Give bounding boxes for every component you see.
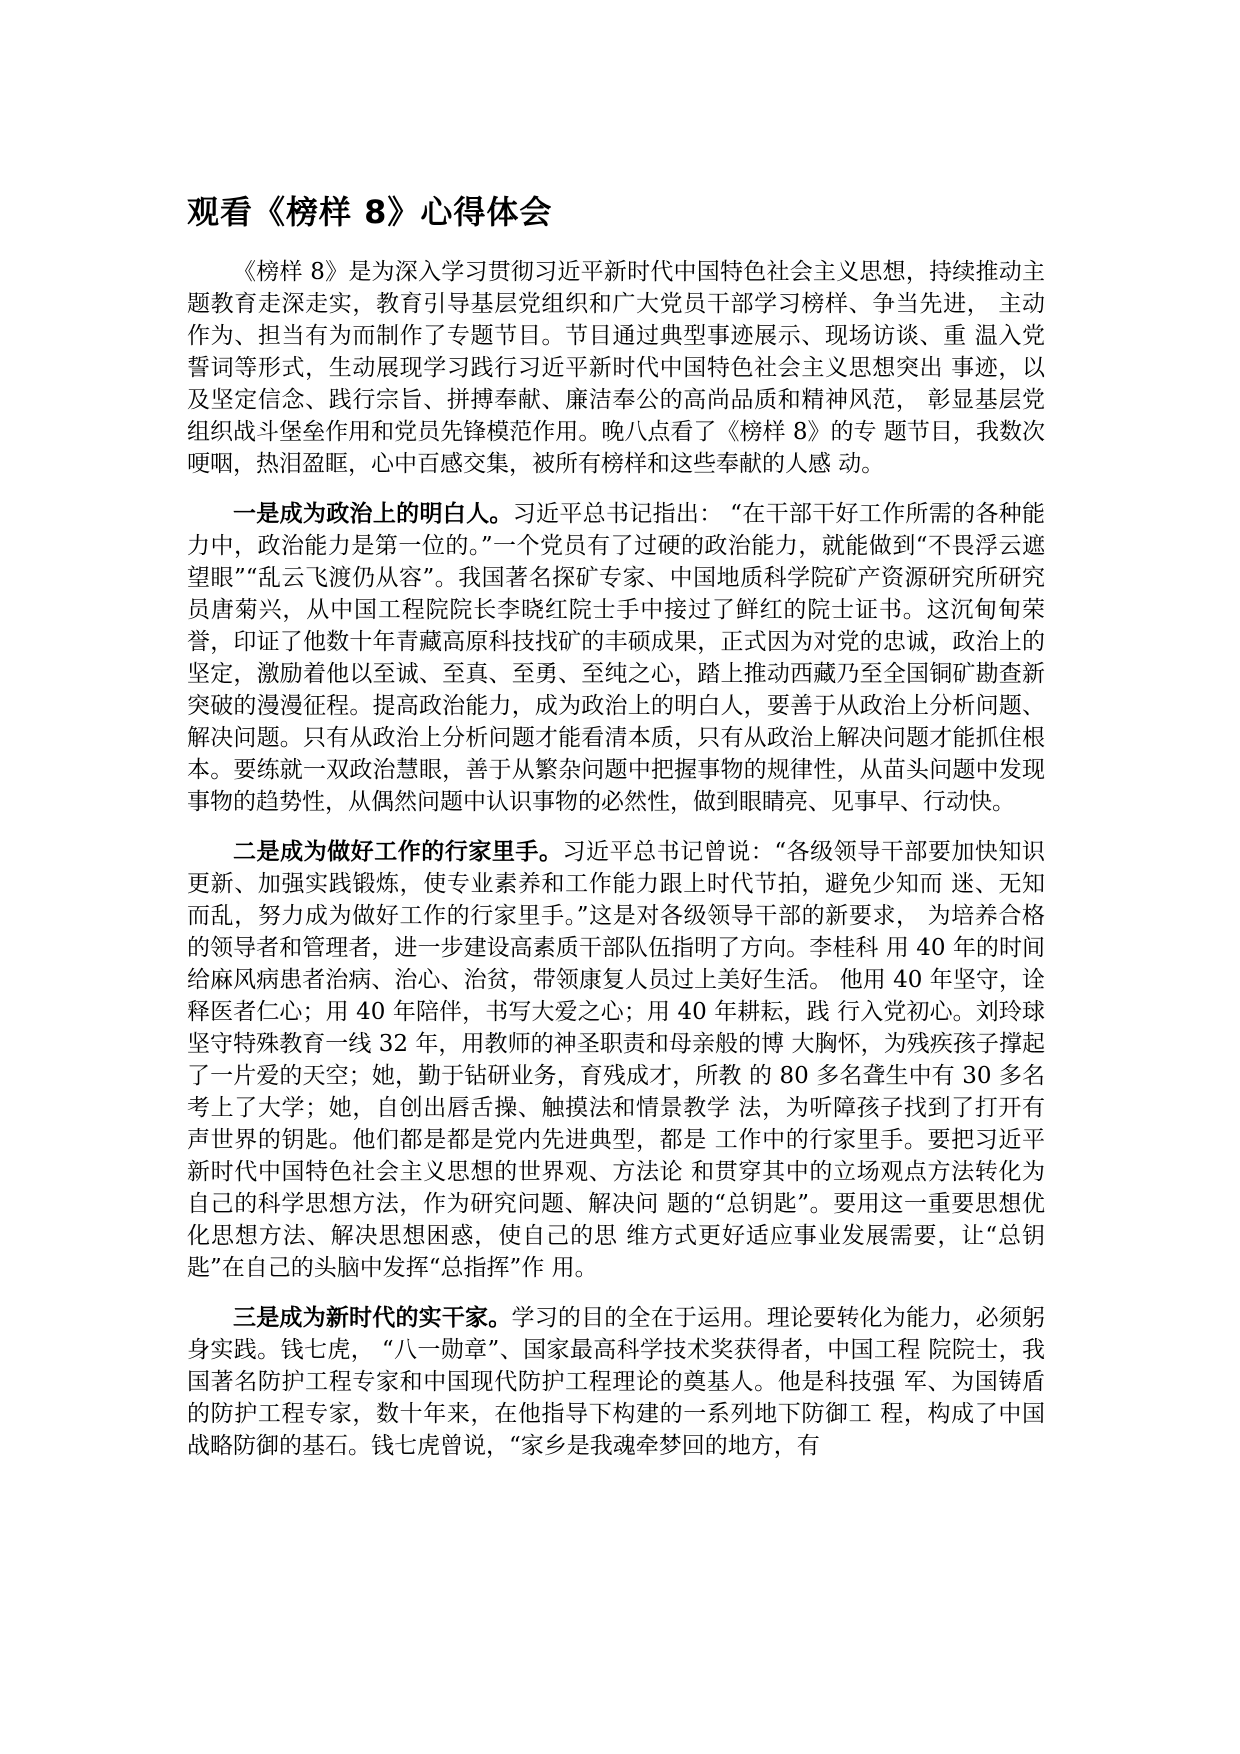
section-two-paragraph (187, 836, 1045, 1284)
section-two-heading: 二是成为做好工作的行家里手。 (233, 838, 563, 865)
section-three-heading: 三是成为新时代的实干家。 (233, 1304, 512, 1331)
paragraph-text: 习近平总书记指出： “在干部干好工作所需的各种能力中，政治能力是第一位的。”一个党员有了过硬的政治能力，就能做到“不畏浮云遮望眼”“乱云飞渡仍从容”。我国著名探矿专家、中国地质科学院矿产资源研究所研究员唐菊兴，从中国工程院院长李晓红院士手中接过了鲜红的院士证书。这沉甸甸荣誉，印证了他数十年青藏高原科技找矿的丰硕成果，正式因为对党的忠诚，政治上的坚定，激励着他以至诚、至真、至勇、至纯之心，踏上推动西藏乃至全国铜矿勘查新突破的漫漫征程。提高政治能力，成为政治上的明白人，要善于从政治上分析问题、解决问题。只有从政治上分析问题才能看清本质，只有从政治上解决问题才能抓住根本。要练就一双政治慧眼，善于从繁杂问题中把握事物的规律性，从苗头问题中发现事物的趋势性，从偶然问题中认识事物的必然性，做到眼睛亮、见事早、行动快。 (187, 501, 1045, 815)
paragraph-text: 学习的目的全在于运用。理论要转化为能力，必须躬身实践。钱七虎， “八一勋章”、国家最高科学技术奖获得者，中国工程 院院士，我国著名防护工程专家和中国现代防护工程理论的奠基人。他是科技强 军、为国铸盾的防护工程专家，数十年来，在他指导下构建的一系列地下防御工 程，构成了中国战略防御的基石。钱七虎曾说，“家乡是我魂牵梦回的地方，有 (187, 1305, 1046, 1459)
intro-paragraph (187, 256, 1045, 480)
section-three-paragraph (187, 1302, 1045, 1462)
document-title: 观看《榜样 8》心得体会 (187, 193, 553, 231)
paragraph-text: 习近平总书记曾说：“各级领导干部要加快知识更新、加强实践锻炼，使专业素养和工作能力跟上时代节拍，避免少知而 迷、无知而乱，努力成为做好工作的行家里手。”这是对各级领导干部的新要求， 为培养合格的领导者和管理者，进一步建设高素质干部队伍指明了方向。李桂科 用 40 年的时间给麻风病患者治病、治心、治贫，带领康复人员过上美好生活。 他用 40 年坚守，诠释医者仁心；用 40 年陪伴，书写大爱之心；用 40 年耕耘，践 行入党初心。刘玲球坚守特殊教育一线 32 年，用教师的神圣职责和母亲般的博 大胸怀，为残疾孩子撑起了一片爱的天空；她，勤于钻研业务，育残成才，所教 的 80 多名聋生中有 30 多名考上了大学；她，自创出唇舌操、触摸法和情景教学 法，为听障孩子找到了打开有声世界的钥匙。他们都是都是党内先进典型，都是 工作中的行家里手。要把习近平新时代中国特色社会主义思想的世界观、方法论 和贯穿其中的立场观点方法转化为自己的科学思想方法，作为研究问题、解决问 题的“总钥匙”。要用这一重要思想优化思想方法、解决思想困惑，使自己的思 维方式更好适应事业发展需要，让“总钥匙”在自己的头脑中发挥“总指挥”作 用。 (187, 839, 1046, 1281)
section-one-heading: 一是成为政治上的明白人。 (233, 500, 513, 527)
document-page (187, 188, 1045, 1480)
paragraph-text: 《榜样 8》是为深入学习贯彻习近平新时代中国特色社会主义思想，持续推动主题教育走深走实，教育引导基层党组织和广大党员干部学习榜样、争当先进， 主动作为、担当有为而制作了专题节目。节目通过典型事迹展示、现场访谈、重 温入党誓词等形式，生动展现学习践行习近平新时代中国特色社会主义思想突出 事迹，以及坚定信念、践行宗旨、拼搏奉献、廉洁奉公的高尚品质和精神风范， 彰显基层党组织战斗堡垒作用和党员先锋模范作用。晚八点看了《榜样 8》的专 题节目，我数次哽咽，热泪盈眶，心中百感交集，被所有榜样和这些奉献的人感 动。 (187, 259, 1045, 477)
section-one-paragraph (187, 498, 1045, 818)
